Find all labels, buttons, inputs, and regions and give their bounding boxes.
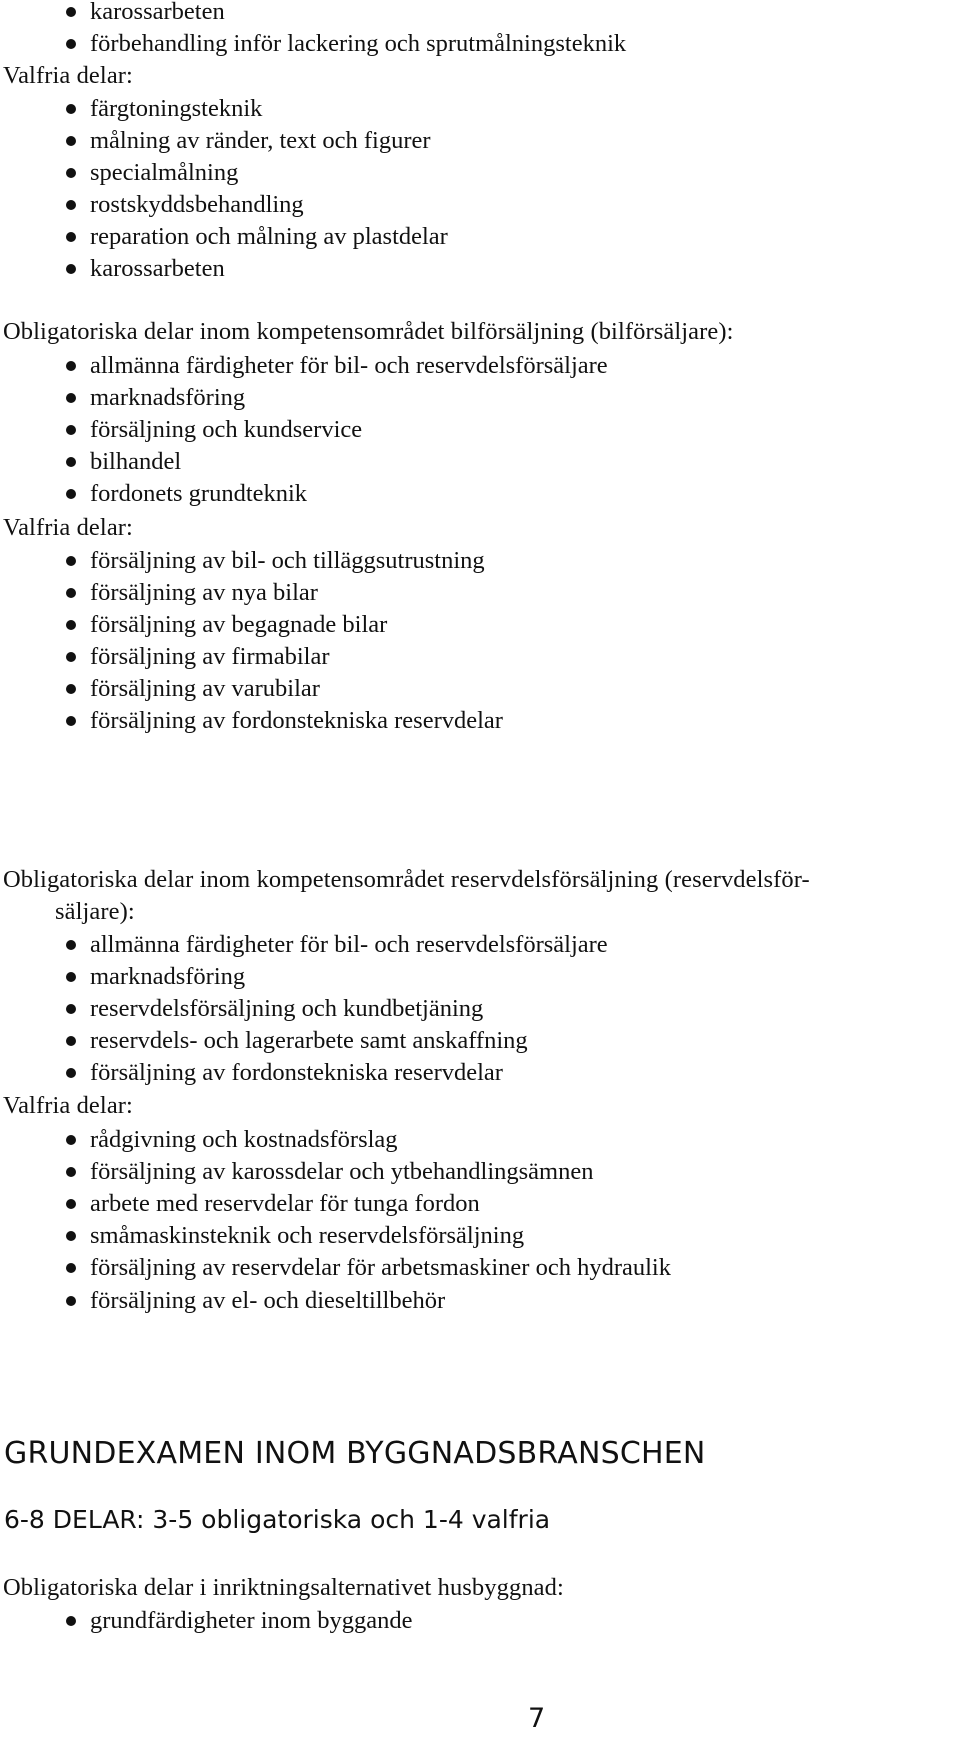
list-item: reservdelsförsäljning och kundbetjäning xyxy=(90,995,484,1022)
bullet-icon xyxy=(66,1296,76,1306)
bullet-icon xyxy=(66,393,76,403)
section-title: GRUNDEXAMEN INOM BYGGNADSBRANSCHEN xyxy=(4,1436,706,1471)
bullet-icon xyxy=(66,1135,76,1145)
bullet-icon xyxy=(66,620,76,630)
list-item: rådgivning och kostnadsförslag xyxy=(90,1126,398,1153)
list-item: förbehandling inför lackering och sprutmålningsteknik xyxy=(90,30,627,57)
list-item: allmänna färdigheter för bil- och reservdelsförsäljare xyxy=(90,352,608,379)
bullet-icon xyxy=(66,556,76,566)
bullet-icon xyxy=(66,684,76,694)
list-item: färgtoningsteknik xyxy=(90,95,263,122)
list-item: försäljning av begagnade bilar xyxy=(90,611,388,638)
bullet-icon xyxy=(66,104,76,114)
section-subtitle: 6-8 DELAR: 3-5 obligatoriska och 1-4 valfria xyxy=(4,1505,551,1534)
bullet-icon xyxy=(66,652,76,662)
list-item: försäljning av fordonstekniska reservdelar xyxy=(90,707,503,734)
bullet-icon xyxy=(66,425,76,435)
bullet-icon xyxy=(66,1616,76,1626)
list-item: försäljning av varubilar xyxy=(90,675,320,702)
bullet-icon xyxy=(66,716,76,726)
mandatory-label: Obligatoriska delar inom kompetensområdet bilförsäljning (bilförsäljare): xyxy=(3,318,734,345)
bullet-icon xyxy=(66,7,76,17)
list-item: reservdels- och lagerarbete samt anskaffning xyxy=(90,1027,528,1054)
optional-label: Valfria delar: xyxy=(3,62,133,89)
list-item: försäljning av karossdelar och ytbehandlingsämnen xyxy=(90,1158,594,1185)
page-number: 7 xyxy=(528,1703,546,1734)
bullet-icon xyxy=(66,1263,76,1273)
bullet-icon xyxy=(66,489,76,499)
optional-label: Valfria delar: xyxy=(3,1092,133,1119)
bullet-icon xyxy=(66,1199,76,1209)
list-item: försäljning av reservdelar för arbetsmaskiner och hydraulik xyxy=(90,1254,671,1281)
list-item: karossarbeten xyxy=(90,255,225,282)
bullet-icon xyxy=(66,264,76,274)
bullet-icon xyxy=(66,361,76,371)
bullet-icon xyxy=(66,1231,76,1241)
list-item: försäljning av el- och dieseltillbehör xyxy=(90,1287,446,1314)
bullet-icon xyxy=(66,1036,76,1046)
list-item: marknadsföring xyxy=(90,384,246,411)
bullet-icon xyxy=(66,136,76,146)
mandatory-label: Obligatoriska delar inom kompetensområdet reservdelsförsäljning (reservdelsför- xyxy=(3,866,810,893)
list-item: småmaskinsteknik och reservdelsförsäljning xyxy=(90,1222,525,1249)
list-item: arbete med reservdelar för tunga fordon xyxy=(90,1190,480,1217)
bullet-icon xyxy=(66,1068,76,1078)
bullet-icon xyxy=(66,457,76,467)
list-item: marknadsföring xyxy=(90,963,246,990)
list-item: försäljning av nya bilar xyxy=(90,579,318,606)
bullet-icon xyxy=(66,168,76,178)
list-item: försäljning och kundservice xyxy=(90,416,363,443)
optional-label: Valfria delar: xyxy=(3,514,133,541)
bullet-icon xyxy=(66,588,76,598)
list-item: allmänna färdigheter för bil- och reservdelsförsäljare xyxy=(90,931,608,958)
mandatory-label: Obligatoriska delar i inriktningsalternativet husbyggnad: xyxy=(3,1574,564,1601)
list-item: bilhandel xyxy=(90,448,182,475)
list-item: specialmålning xyxy=(90,159,239,186)
bullet-icon xyxy=(66,972,76,982)
list-item: grundfärdigheter inom byggande xyxy=(90,1607,413,1634)
bullet-icon xyxy=(66,1004,76,1014)
bullet-icon xyxy=(66,940,76,950)
list-item: karossarbeten xyxy=(90,0,225,25)
bullet-icon xyxy=(66,39,76,49)
list-item: försäljning av bil- och tilläggsutrustning xyxy=(90,547,485,574)
mandatory-label-continued: säljare): xyxy=(55,898,135,925)
list-item: försäljning av fordonstekniska reservdelar xyxy=(90,1059,503,1086)
list-item: målning av ränder, text och figurer xyxy=(90,127,431,154)
bullet-icon xyxy=(66,200,76,210)
list-item: fordonets grundteknik xyxy=(90,480,308,507)
bullet-icon xyxy=(66,232,76,242)
list-item: försäljning av firmabilar xyxy=(90,643,330,670)
bullet-icon xyxy=(66,1167,76,1177)
list-item: rostskyddsbehandling xyxy=(90,191,304,218)
list-item: reparation och målning av plastdelar xyxy=(90,223,448,250)
